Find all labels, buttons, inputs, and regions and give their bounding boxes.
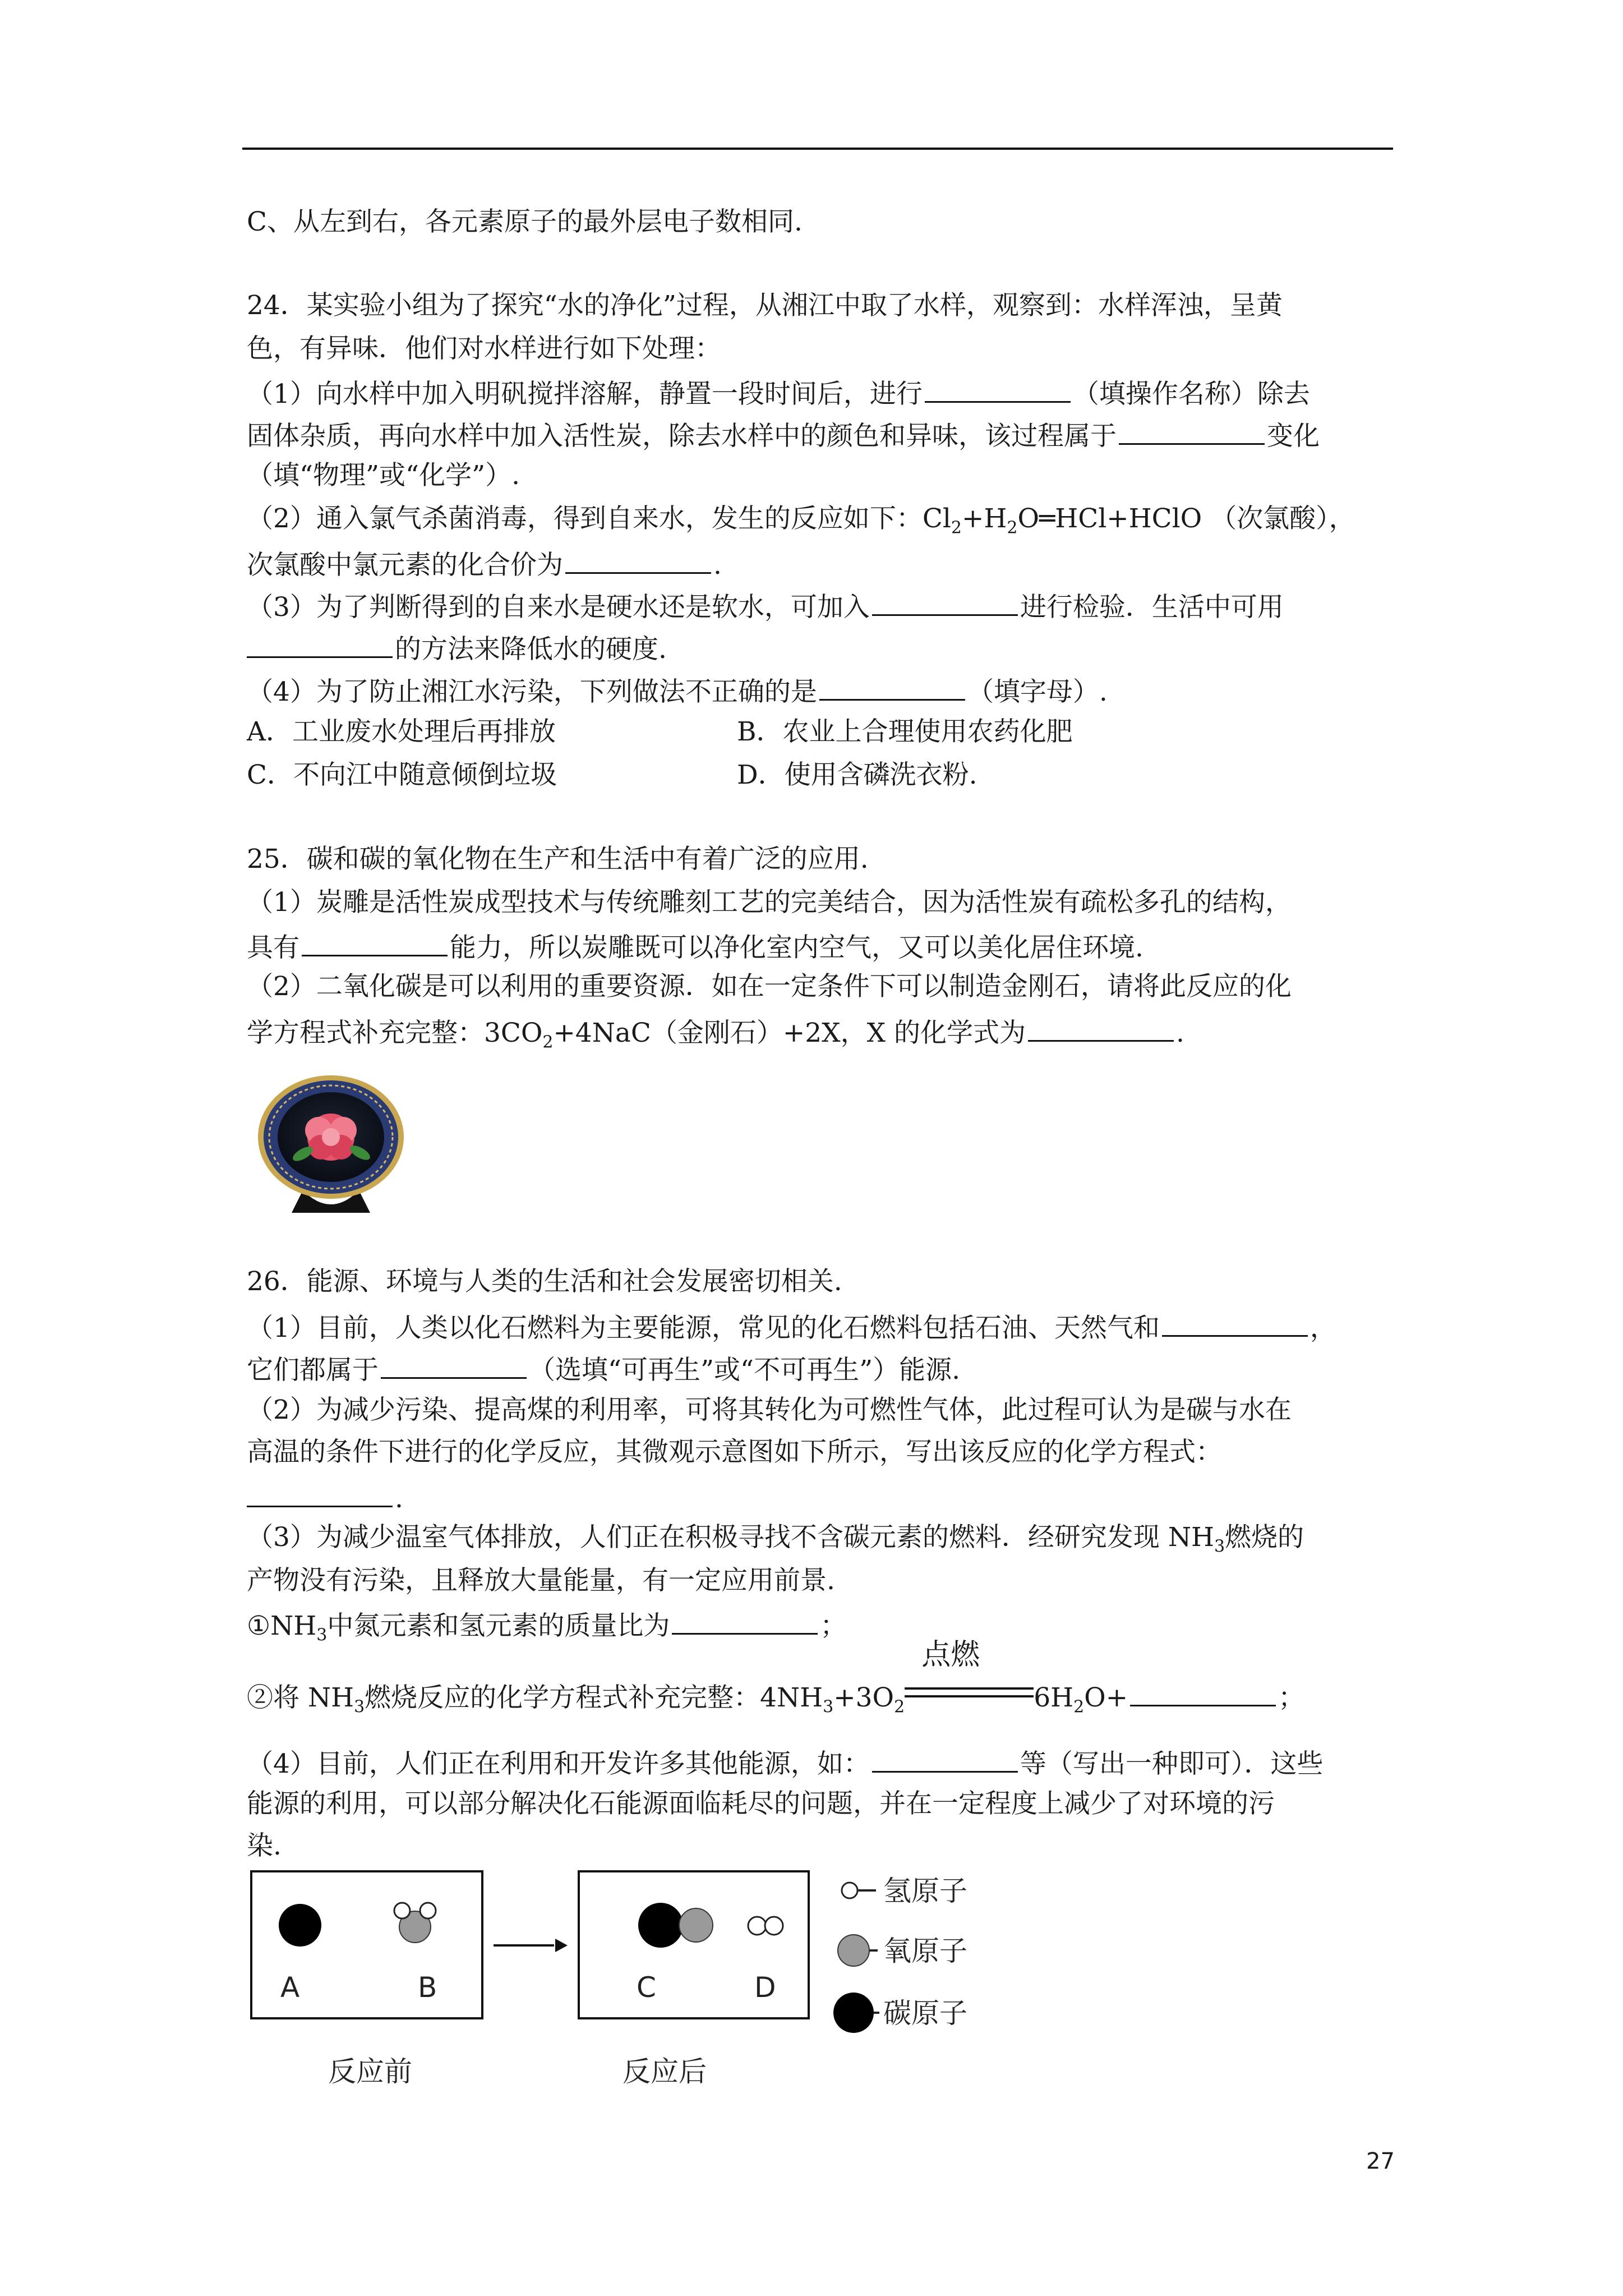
answer-blank[interactable]	[565, 545, 711, 574]
text-line: 它们都属于 （选填“可再生”或“不可再生”）能源.	[247, 1350, 960, 1387]
answer-blank[interactable]	[1028, 1013, 1174, 1042]
option-a: A．工业废水处理后再排放	[247, 716, 556, 747]
label-c: C	[637, 1971, 656, 2004]
answer-blank[interactable]	[1162, 1308, 1308, 1337]
reaction-micro-diagram	[247, 1862, 1021, 2109]
label-d: D	[754, 1971, 776, 2004]
text-line: 次氯酸中氯元素的化合价为 .	[247, 545, 722, 582]
question-26-stem: 26．能源、环境与人类的生活和社会发展密切相关.	[247, 1266, 842, 1297]
text-line: （3）为了判断得到的自来水是硬水还是软水，可加入 进行检验．生活中可用	[247, 587, 1284, 624]
charcoal-carving-plate-image	[252, 1073, 409, 1218]
text-line: （3）为减少温室气体排放，人们正在积极寻找不含碳元素的燃料．经研究发现 $NH_3$燃烧的	[247, 1522, 1304, 1557]
arrow-icon	[555, 1939, 568, 1952]
text-line: （4）目前，人们正在利用和开发许多其他能源，如： 等（写出一种即可）．这些	[247, 1744, 1323, 1781]
legend-hydrogen: 氢原子	[883, 1875, 967, 1907]
answer-blank[interactable]	[1130, 1678, 1276, 1706]
legend-oxygen-icon	[838, 1935, 869, 1966]
caption-after: 反应后	[623, 2055, 707, 2088]
answer-blank[interactable]	[1119, 416, 1265, 445]
text-line: 染.	[247, 1830, 282, 1861]
text-line: 具有 能力，所以炭雕既可以净化室内空气，又可以美化居住环境.	[247, 928, 1144, 965]
answer-blank[interactable]	[925, 374, 1071, 403]
header-rule	[242, 148, 1393, 150]
label-b: B	[418, 1971, 437, 2004]
carbon-atom	[638, 1903, 683, 1948]
text-line: （1）向水样中加入明矾搅拌溶解，静置一段时间后，进行 （填操作名称）除去	[247, 374, 1310, 411]
legend-oxygen: 氧原子	[883, 1935, 967, 1967]
text-line: 高温的条件下进行的化学反应，其微观示意图如下所示，写出该反应的化学方程式：	[247, 1437, 1222, 1467]
text-line: （1）炭雕是活性炭成型技术与传统雕刻工艺的完美结合，因为活性炭有疏松多孔的结构，	[247, 887, 1292, 918]
legend-hydrogen-icon	[842, 1883, 857, 1898]
text-line: 能源的利用，可以部分解决化石能源面临耗尽的问题，并在一定程度上减少了对环境的污	[247, 1788, 1275, 1819]
label-a: A	[280, 1971, 300, 2004]
question-24-stem: 24．某实验小组为了探究“水的净化”过程，从湘江中取了水样，观察到：水样浑浊，呈黄	[247, 290, 1283, 321]
option-c: C．不向江中随意倾倒垃圾	[247, 760, 557, 790]
answer-blank[interactable]	[247, 629, 393, 658]
answer-blank[interactable]	[672, 1606, 818, 1635]
text-line: （2）为减少污染、提高煤的利用率，可将其转化为可燃性气体，此过程可认为是碳与水在	[247, 1395, 1292, 1425]
answer-blank[interactable]	[819, 672, 965, 701]
text-line: （2）二氧化碳是可以利用的重要资源．如在一定条件下可以制造金刚石，请将此反应的化	[247, 971, 1292, 1002]
text-line: ②将 $NH_3$燃烧反应的化学方程式补充完整：$4NH_3+3O_2$ 点燃 $6H_2O+$ ；	[247, 1638, 1305, 1717]
answer-blank[interactable]	[872, 1744, 1018, 1773]
question-25-stem: 25．碳和碳的氧化物在生产和生活中有着广泛的应用.	[247, 844, 869, 875]
legend-carbon-icon	[833, 1993, 874, 2033]
text-line: （2）通入氯气杀菌消毒，得到自来水，发生的反应如下：$Cl_2+H_2O═HCl+HClO$ （次氯酸），	[247, 503, 1355, 538]
text-line: （1）目前，人类以化石燃料为主要能源，常见的化石燃料包括石油、天然气和 ，	[247, 1308, 1336, 1345]
text-line: C、从左到右，各元素原子的最外层电子数相同.	[247, 206, 803, 237]
option-d: D．使用含磷洗衣粉.	[737, 760, 978, 790]
text-line: 产物没有污染，且释放大量能量，有一定应用前景.	[247, 1565, 835, 1596]
oxygen-atom	[679, 1908, 713, 1942]
hydrogen-atom	[765, 1917, 783, 1935]
reaction-condition: 点燃	[905, 1673, 1034, 1706]
hydrogen-atom	[420, 1903, 436, 1918]
text-line: 的方法来降低水的硬度.	[247, 629, 667, 666]
page-number: 27	[1366, 2148, 1395, 2174]
text-line: 色，有异味．他们对水样进行如下处理：	[247, 333, 721, 364]
option-b: B．农业上合理使用农药化肥	[737, 716, 1073, 747]
text-line: 固体杂质，再向水样中加入活性炭，除去水样中的颜色和异味，该过程属于 变化	[247, 416, 1320, 453]
answer-blank[interactable]	[381, 1350, 527, 1379]
hydrogen-atom	[748, 1917, 766, 1935]
hydrogen-atom	[394, 1903, 410, 1918]
answer-blank[interactable]	[872, 587, 1018, 616]
text-line: （4）为了防止湘江水污染，下列做法不正确的是 （填字母）.	[247, 672, 1108, 709]
answer-blank[interactable]	[247, 1479, 393, 1507]
text-line: （填“物理”或“化学”）.	[247, 460, 520, 491]
answer-blank[interactable]	[302, 928, 448, 956]
text-line: 学方程式补充完整：$3CO_2+4NaC$（金刚石）+2X，X 的化学式为 .	[247, 1013, 1184, 1059]
caption-before: 反应前	[328, 2055, 412, 2088]
text-line: $①NH_3$中氮元素和氢元素的质量比为 ；	[247, 1606, 846, 1652]
text-line: .	[247, 1479, 403, 1516]
legend-carbon: 碳原子	[883, 1997, 967, 2030]
carbon-atom	[279, 1904, 321, 1947]
